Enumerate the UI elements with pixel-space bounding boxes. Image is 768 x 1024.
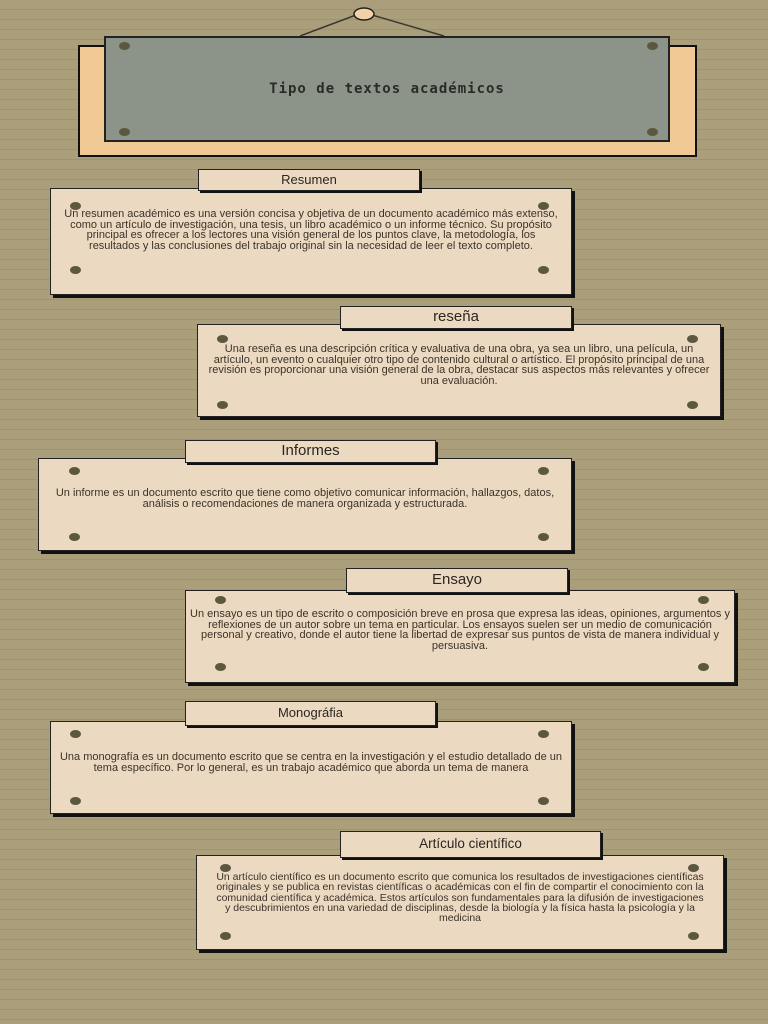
pin-dot (215, 663, 226, 671)
section-card-articulo (196, 855, 724, 950)
pin-dot (69, 533, 80, 541)
pin-dot (538, 533, 549, 541)
pin-dot (538, 730, 549, 738)
section-card-resumen (50, 188, 572, 295)
pin-dot (70, 797, 81, 805)
pin-dot (70, 266, 81, 274)
hanger-string (0, 0, 768, 40)
section-text: Un artículo científico es un documento escrito que comunica los resultados de investigaciones científicas originales y se publica en revistas científicas o académicas con el fin de compartir el conocimiento con la comunidad científica y académica. Estos artículos son fundamentales para la difusión de investigaciones y descubrimientos en una variedad de disciplinas, desde la biología y la física hasta la psicología y la medicina (216, 871, 704, 925)
section-card-ensayo (185, 590, 735, 683)
section-title-monografia: Monográfia (185, 701, 436, 726)
section-text: Un resumen académico es una versión concisa y objetiva de un documento académico más extenso, como un artículo de investigación, una tesis, un libro académico o un informe técnico. Su propósito principal es ofrecer a los lectores una visión general de los puntos clave, la metodología, los resultados y las conclusiones del trabajo original sin la necesidad de leer el texto completo. (64, 208, 558, 252)
pin-dot (69, 467, 80, 475)
section-card-resena (197, 324, 721, 417)
section-text: Un informe es un documento escrito que tiene como objetivo comunicar información, hallazgos, datos, análisis o recomendaciones de manera organizada y estructurada. (55, 487, 555, 510)
section-title-resena: reseña (340, 306, 572, 329)
pin-dot (220, 932, 231, 940)
section-card-monografia (50, 721, 572, 814)
section-title-articulo: Artículo científico (340, 831, 601, 858)
section-title-ensayo: Ensayo (346, 568, 568, 593)
pin-dot (538, 467, 549, 475)
pin-dot (538, 266, 549, 274)
title-banner (104, 36, 670, 142)
pin-dot (687, 401, 698, 409)
pin-dot (215, 596, 226, 604)
pin-dot (217, 401, 228, 409)
section-text: Un ensayo es un tipo de escrito o composición breve en prosa que expresa las ideas, opiniones, argumentos y reflexiones de un autor sobre un tema en particular. Los ensayos suelen ser un medio de comunicación personal y creativo, donde el autor tiene la libertad de expresar sus puntos de vista de manera individual y persuasiva. (190, 608, 730, 652)
pin-dot (217, 335, 228, 343)
pin-dot (698, 596, 709, 604)
pin-dot (647, 42, 658, 50)
page-title: Tipo de textos académicos (269, 81, 505, 97)
section-text: Una monografía es un documento escrito que se centra en la investigación y el estudio detallado de un tema específico. Por lo general, es un trabajo académico que aborda un tema de manera (59, 751, 563, 774)
section-card-informes (38, 458, 572, 551)
pin-dot (688, 932, 699, 940)
pin-dot (119, 128, 130, 136)
pin-dot (687, 335, 698, 343)
pin-dot (70, 730, 81, 738)
section-text: Una reseña es una descripción crítica y evaluativa de una obra, ya sea un libro, una película, un artículo, un evento o cualquier otro tipo de contenido cultural o artístico. El propósito principal de una revisión es proporcionar una visión general de la obra, destacar sus aspectos más relevantes y ofrecer una evaluación. (208, 343, 710, 387)
section-title-resumen: Resumen (198, 169, 420, 191)
pin-dot (647, 128, 658, 136)
section-title-informes: Informes (185, 440, 436, 463)
pin-dot (698, 663, 709, 671)
pin-dot (538, 797, 549, 805)
pin-dot (119, 42, 130, 50)
